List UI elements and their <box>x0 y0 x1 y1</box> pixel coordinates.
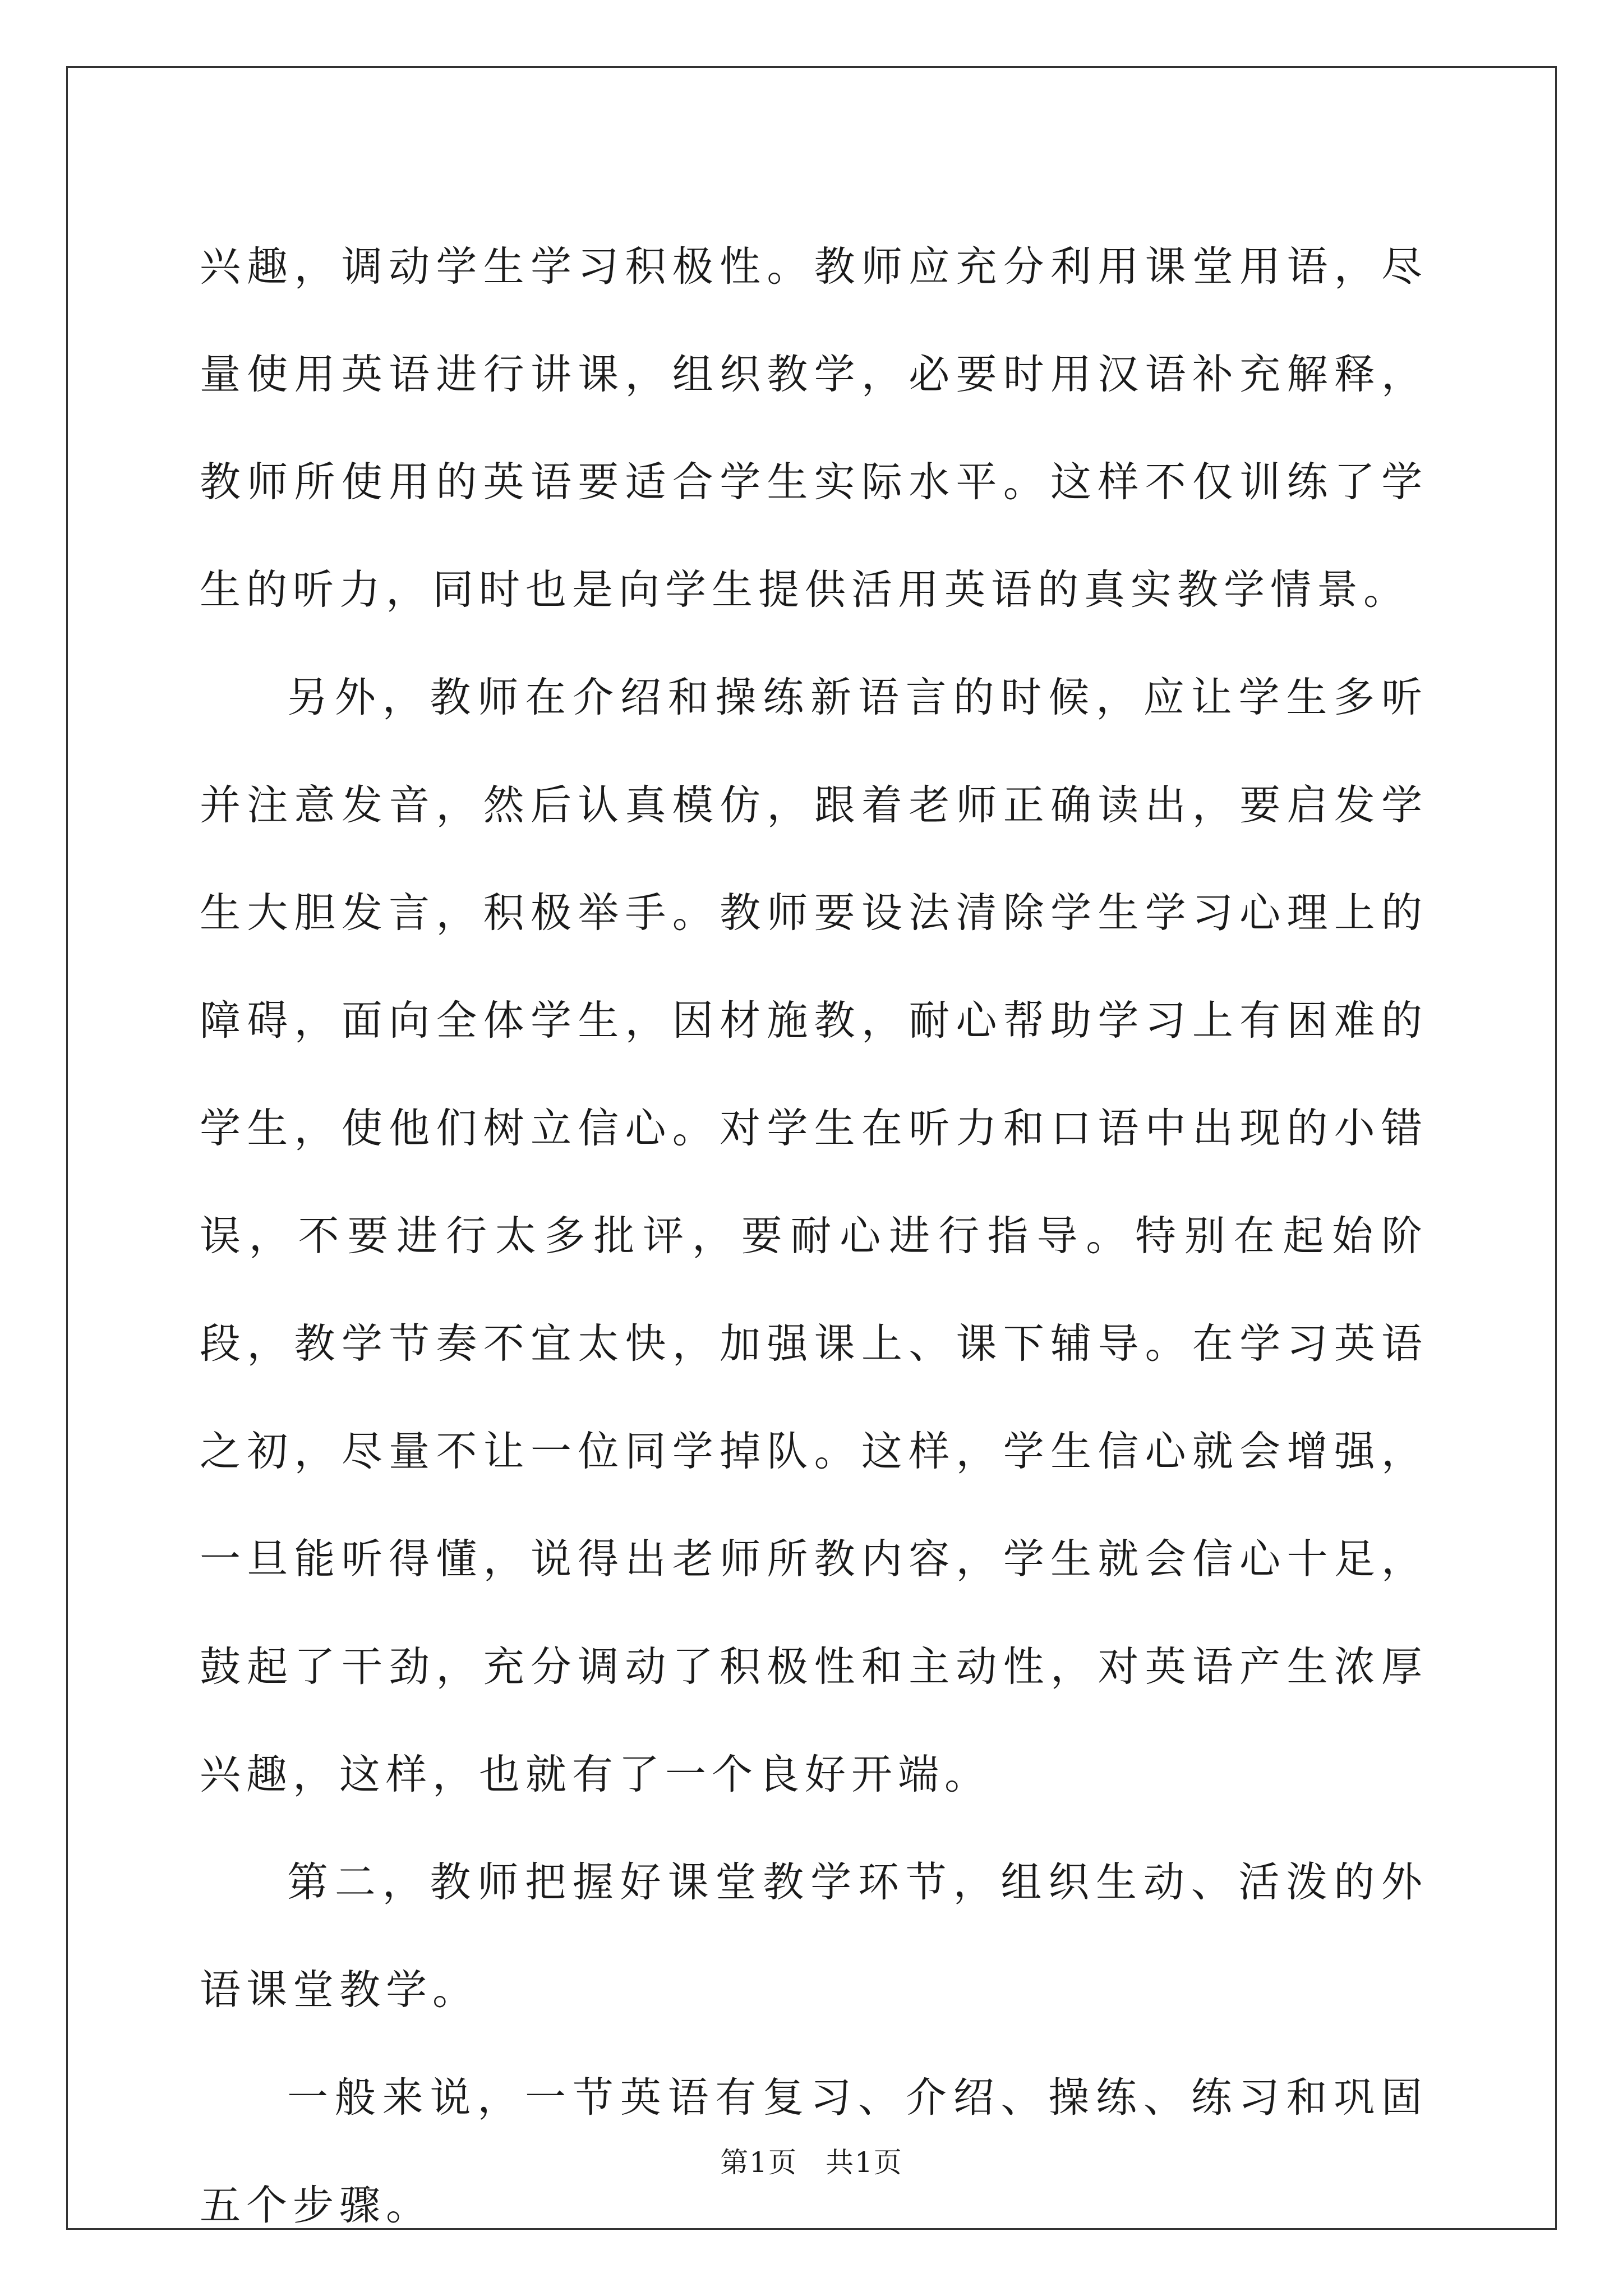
paragraph-2: 另外，教师在介绍和操练新语言的时候，应让学生多听并注意发音，然后认真模仿，跟着老师正确读出，要启发学生大胆发言，积极举手。教师要设法清除学生学习心理上的障碍，面向全体学生，因材施教，耐心帮助学习上有困难的学生，使他们树立信心。对学生在听力和口语中出现的小错误，不要进行太多批评，要耐心进行指导。特别在起始阶段，教学节奏不宜太快，加强课上、课下辅导。在学习英语之初，尽量不让一位同学掉队。这样，学生信心就会增强，一旦能听得懂，说得出老师所教内容，学生就会信心十足，鼓起了干劲，充分调动了积极性和主动性，对英语产生浓厚兴趣，这样，也就有了一个良好开端。 <box>200 674 1428 1798</box>
paragraph-4: 一般来说，一节英语有复习、介绍、操练、练习和巩固五个步骤。 <box>200 2074 1428 2229</box>
page-total: 共1页 <box>826 2146 903 2179</box>
document-body <box>200 213 1428 2260</box>
page-footer <box>0 2140 1623 2180</box>
paragraph-3: 第二，教师把握好课堂教学环节，组织生动、活泼的外语课堂教学。 <box>200 1858 1428 2014</box>
page-number: 第1页 <box>720 2146 797 2179</box>
paragraph-1: 兴趣，调动学生学习积极性。教师应充分利用课堂用语，尽量使用英语进行讲课，组织教学，必要时用汉语补充解释，教师所使用的英语要适合学生实际水平。这样不仅训练了学生的听力，同时也是向学生提供活用英语的真实教学情景。 <box>200 243 1428 614</box>
